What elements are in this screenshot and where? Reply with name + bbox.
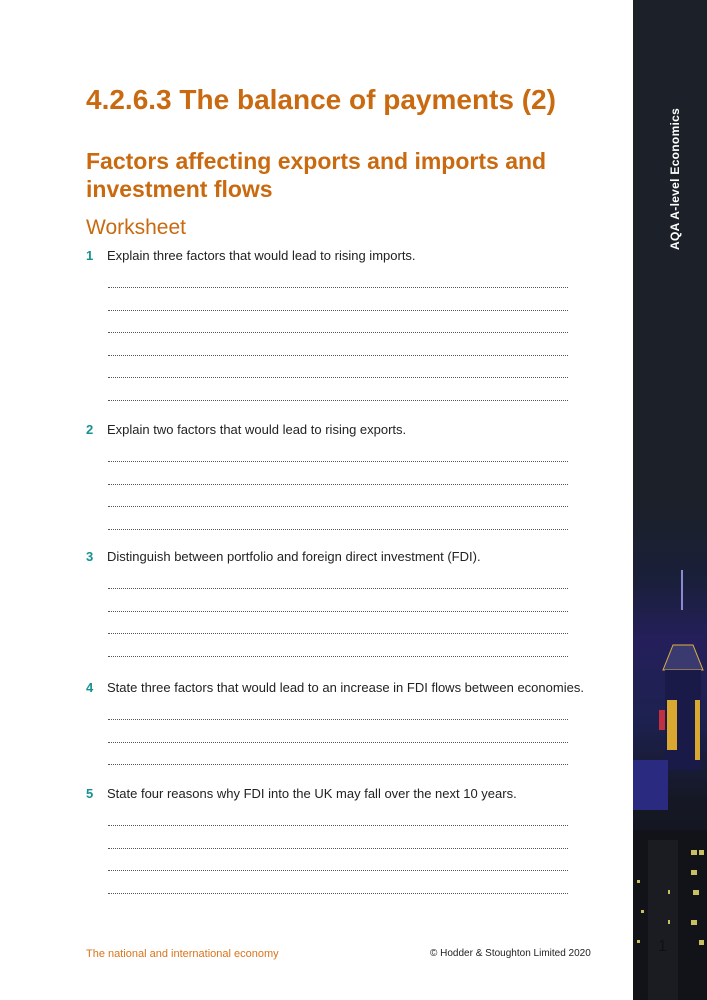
answer-line[interactable] [108, 848, 568, 849]
question-text: Explain three factors that would lead to rising imports. [107, 248, 416, 263]
footer-copyright: © Hodder & Stoughton Limited 2020 [430, 948, 591, 959]
answer-line[interactable] [108, 893, 568, 894]
answer-line[interactable] [108, 870, 568, 871]
question-number: 5 [86, 786, 94, 801]
answer-line[interactable] [108, 355, 568, 356]
answer-line[interactable] [108, 332, 568, 333]
answer-line[interactable] [108, 588, 568, 589]
answer-line[interactable] [108, 825, 568, 826]
question-number: 2 [86, 422, 94, 437]
answer-line[interactable] [108, 611, 568, 612]
page-subtitle: Factors affecting exports and imports and investment flows [86, 148, 547, 202]
answer-line[interactable] [108, 764, 568, 765]
question-text: Distinguish between portfolio and foreign direct investment (FDI). [107, 549, 481, 564]
answer-line[interactable] [108, 529, 568, 530]
page-number: 1 [658, 938, 667, 955]
answer-line[interactable] [108, 742, 568, 743]
question-number: 1 [86, 248, 94, 263]
footer-topic: The national and international economy [86, 948, 279, 960]
question-text: Explain two factors that would lead to rising exports. [107, 422, 407, 437]
answer-line[interactable] [108, 310, 568, 311]
answer-line[interactable] [108, 506, 568, 507]
question-number: 3 [86, 549, 94, 564]
question-text: State three factors that would lead to an increase in FDI flows between economies. [107, 680, 584, 695]
page-title: 4.2.6.3 The balance of payments (2) [86, 84, 556, 115]
city-skyline-image [633, 560, 707, 1000]
section-heading: Worksheet [86, 216, 186, 239]
answer-line[interactable] [108, 400, 568, 401]
answer-line[interactable] [108, 484, 568, 485]
question-text: State four reasons why FDI into the UK may fall over the next 10 years. [107, 786, 517, 801]
answer-line[interactable] [108, 719, 568, 720]
answer-line[interactable] [108, 287, 568, 288]
answer-line[interactable] [108, 656, 568, 657]
answer-line[interactable] [108, 633, 568, 634]
question-number: 4 [86, 680, 94, 695]
sidebar-title: AQA A-level Economics [668, 107, 682, 250]
answer-line[interactable] [108, 377, 568, 378]
answer-line[interactable] [108, 461, 568, 462]
